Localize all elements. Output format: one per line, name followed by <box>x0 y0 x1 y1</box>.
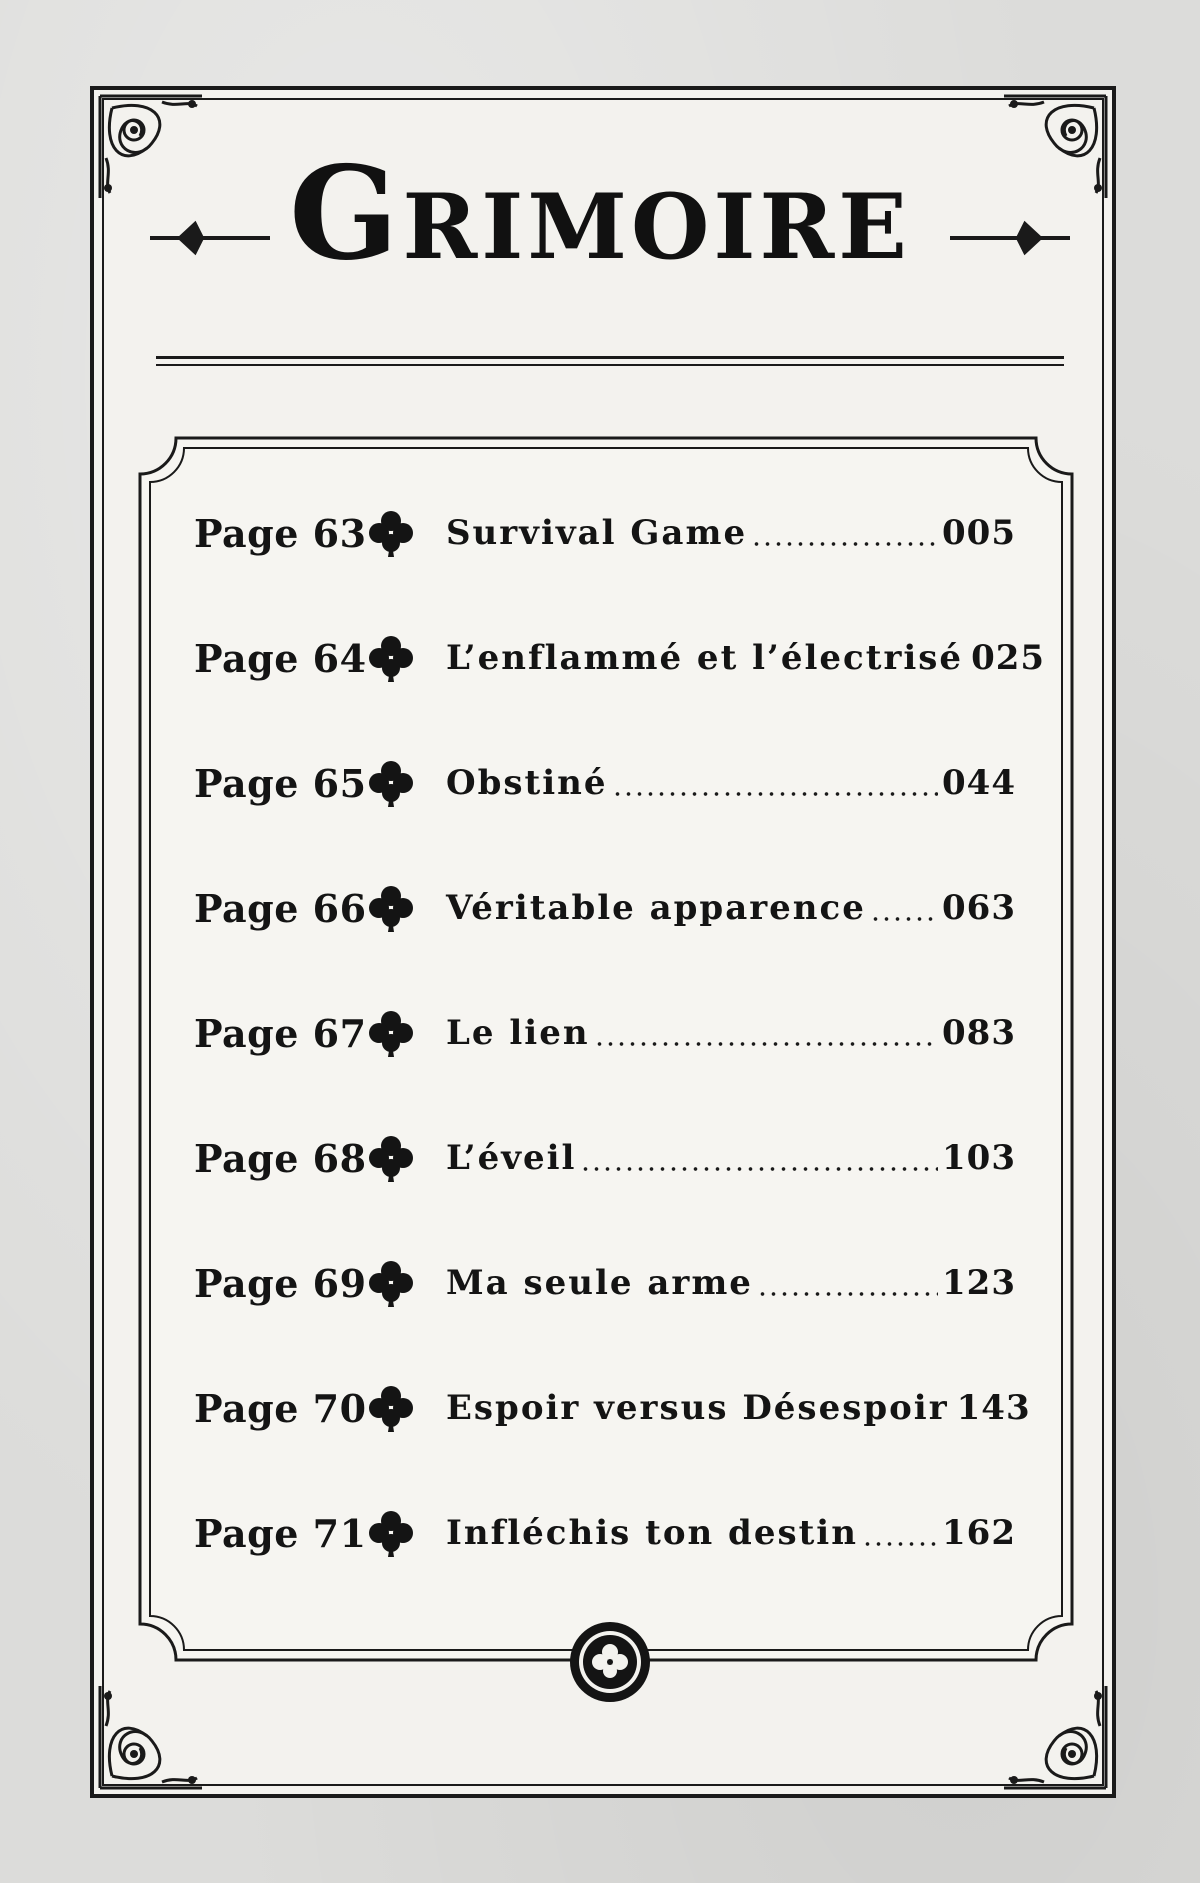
toc-page-number: 083 <box>942 1013 1016 1053</box>
toc-chapter-title: Obstiné <box>446 763 608 803</box>
toc-page-label: Page 71 <box>194 1510 367 1556</box>
toc-leader-dots <box>870 891 938 925</box>
clover-icon <box>366 1008 416 1058</box>
toc-leader-dots <box>757 1266 938 1300</box>
toc-page-number: 143 <box>956 1388 1031 1428</box>
toc-leader-dots <box>612 766 939 800</box>
toc-chapter-title: Le lien <box>446 1013 590 1053</box>
toc-leader-dots <box>751 516 938 550</box>
toc-entry <box>194 503 1016 563</box>
toc-page-number: 103 <box>942 1138 1016 1178</box>
clover-icon <box>366 1508 416 1558</box>
clover-icon <box>366 1258 416 1308</box>
toc-chapter-title: Infléchis ton destin <box>446 1513 858 1553</box>
toc-chapter-title: Survival Game <box>446 513 748 553</box>
toc-chapter-title: Ma seule arme <box>446 1263 753 1303</box>
page-title: Grimoire <box>289 139 911 289</box>
title-rule <box>156 356 1064 359</box>
toc-entry <box>194 1378 1031 1438</box>
toc-page-number: 025 <box>971 638 1046 678</box>
clover-icon <box>366 883 416 933</box>
toc-entry <box>194 1253 1016 1313</box>
toc-chapter-title: Espoir versus Désespoir <box>446 1388 949 1428</box>
clover-icon <box>366 758 416 808</box>
toc-chapter-title: L’éveil <box>446 1138 577 1178</box>
toc-entry <box>194 878 1016 938</box>
toc-page-number: 044 <box>942 763 1016 803</box>
corner-ornament-icon <box>92 1666 222 1796</box>
clover-icon <box>366 1383 416 1433</box>
toc-page-number: 123 <box>942 1263 1016 1303</box>
toc-leader-dots <box>580 1141 938 1175</box>
toc-page-label: Page 66 <box>194 885 367 931</box>
toc-leader-dots <box>594 1016 938 1050</box>
toc-chapter-title: Véritable apparence <box>446 888 866 928</box>
toc-page-label: Page 67 <box>194 1010 367 1056</box>
clover-icon <box>366 1133 416 1183</box>
toc-entry <box>194 1003 1016 1063</box>
toc-chapter-title: L’enflammé et l’électrisé <box>446 638 964 678</box>
toc-page-label: Page 65 <box>194 760 367 806</box>
corner-ornament-icon <box>984 1666 1114 1796</box>
toc-page-label: Page 68 <box>194 1135 367 1181</box>
toc-entry <box>194 628 1046 688</box>
clover-emblem-icon <box>568 1620 652 1704</box>
toc-page-number: 063 <box>942 888 1016 928</box>
toc-page-label: Page 69 <box>194 1260 367 1306</box>
toc-page-label: Page 64 <box>194 635 367 681</box>
toc-entry <box>194 753 1016 813</box>
clover-icon <box>366 633 416 683</box>
title-flourish-right-icon <box>950 218 1070 258</box>
toc-leader-dots <box>862 1516 938 1550</box>
toc-page-label: Page 63 <box>194 510 367 556</box>
title-rule-thin <box>156 364 1064 366</box>
toc-entry <box>194 1503 1016 1563</box>
toc-entry <box>194 1128 1016 1188</box>
clover-icon <box>366 508 416 558</box>
toc-page-label: Page 70 <box>194 1385 367 1431</box>
toc-page-number: 005 <box>942 513 1016 553</box>
toc-page-number: 162 <box>942 1513 1016 1553</box>
